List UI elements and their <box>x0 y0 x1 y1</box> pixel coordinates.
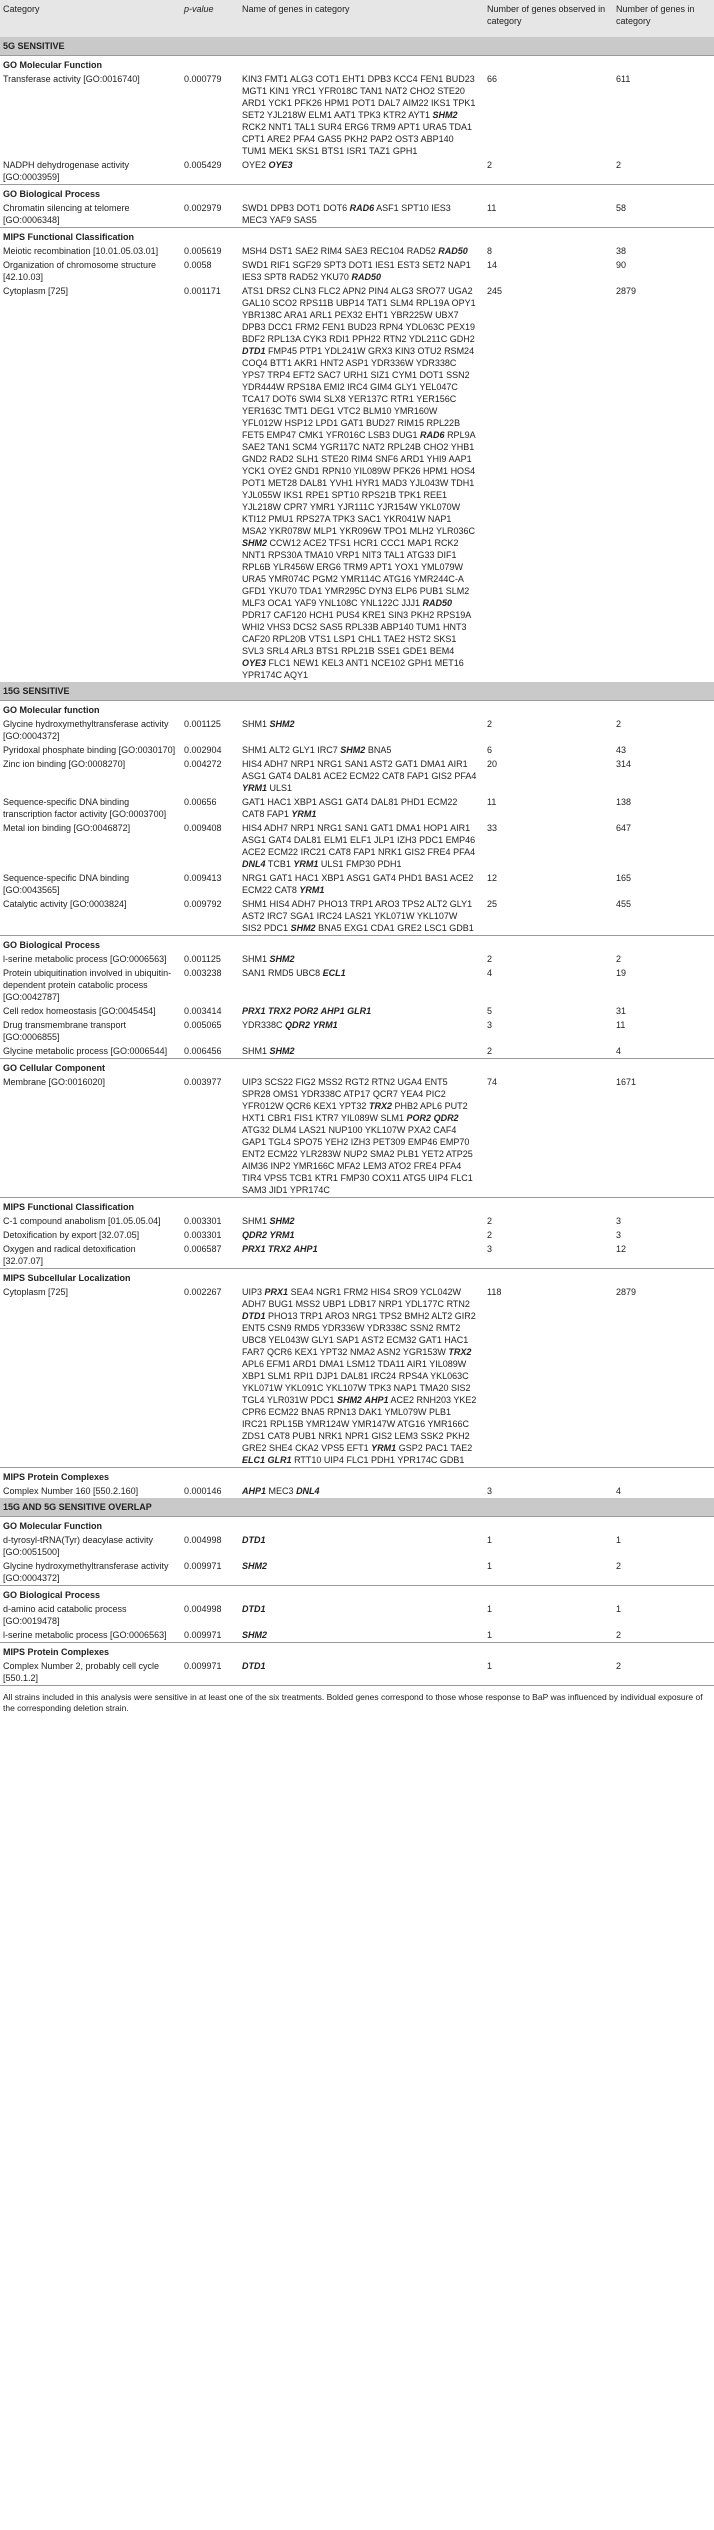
pvalue-cell: 0.004272 <box>184 759 222 769</box>
pvalue-cell: 0.00656 <box>184 797 217 807</box>
category-cell: Transferase activity [GO:0016740] <box>3 74 140 84</box>
footnote: All strains included in this analysis were sensitive in at least one of the six treatments. Bolded genes correspond to those whose response to BaP was influenced by individual exposure of the corresponding deletion strain. <box>0 1685 714 1720</box>
subsection-header-row <box>0 701 714 718</box>
highlighted-gene: YRM1 <box>291 809 317 819</box>
pvalue-cell: 0.001125 <box>184 954 221 964</box>
category-cell: Complex Number 2, probably cell cycle [550.1.2] <box>3 1661 160 1683</box>
section-header-row <box>0 1498 714 1517</box>
highlighted-gene: YRM1 <box>312 1020 338 1030</box>
table-row <box>0 1228 714 1242</box>
total-cell: 2 <box>616 1630 622 1640</box>
highlighted-gene: SHM2 <box>432 110 458 120</box>
highlighted-gene: DNL4 <box>296 1486 320 1496</box>
highlighted-gene: SHM2 <box>242 538 268 548</box>
highlighted-gene: YRM1 <box>299 885 325 895</box>
category-cell: l-serine metabolic process [GO:0006563] <box>3 1630 167 1640</box>
total-cell: 2 <box>616 1661 622 1671</box>
total-cell: 1671 <box>616 1077 637 1087</box>
genes-cell: HIS4 ADH7 NRP1 NRG1 SAN1 AST2 GAT1 DMA1 AIR1 ASG1 GAT4 DAL81 ACE2 ECM22 CAT8 FAP1 GIS2 PFA4 YRM1 ULS1 <box>242 759 477 793</box>
header-total: Number of genes in category <box>613 0 714 37</box>
subsection-title: MIPS Functional Classification <box>0 1198 714 1215</box>
highlighted-gene: PRX1 <box>242 1244 266 1254</box>
subsection-header-row <box>0 936 714 953</box>
table-row <box>0 72 714 158</box>
subsection-title: GO Molecular function <box>0 701 714 718</box>
highlighted-gene: POR2 <box>406 1113 432 1123</box>
total-cell: 58 <box>616 203 627 213</box>
table-row <box>0 201 714 228</box>
subsection-title: MIPS Functional Classification <box>0 228 714 245</box>
total-cell: 43 <box>616 745 627 755</box>
genes-cell: YDR338C QDR2 YRM1 <box>242 1020 338 1030</box>
header-row <box>0 0 714 37</box>
highlighted-gene: SHM2 <box>242 1630 268 1640</box>
total-cell: 11 <box>616 1020 626 1030</box>
highlighted-gene: YRM1 <box>371 1443 397 1453</box>
category-cell: Meiotic recombination [10.01.05.03.01] <box>3 246 159 256</box>
header-category: Category <box>0 0 181 37</box>
header-observed: Number of genes observed in category <box>484 0 613 37</box>
highlighted-gene: SHM2 <box>269 719 295 729</box>
highlighted-gene: DTD1 <box>242 1535 266 1545</box>
genes-cell: SAN1 RMD5 UBC8 ECL1 <box>242 968 346 978</box>
observed-cell: 14 <box>487 260 498 270</box>
highlighted-gene: AHP1 <box>320 1006 345 1016</box>
pvalue-cell: 0.0058 <box>184 260 212 270</box>
pvalue-cell: 0.000779 <box>184 74 222 84</box>
total-cell: 314 <box>616 759 632 769</box>
category-cell: C-1 compound anabolism [01.05.05.04] <box>3 1216 161 1226</box>
pvalue-cell: 0.003977 <box>184 1077 222 1087</box>
category-cell: Zinc ion binding [GO:0008270] <box>3 759 126 769</box>
highlighted-gene: YRM1 <box>269 1230 295 1240</box>
genes-cell: MSH4 DST1 SAE2 RIM4 SAE3 REC104 RAD52 RAD50 <box>242 246 468 256</box>
observed-cell: 245 <box>487 286 503 296</box>
category-cell: Complex Number 160 [550.2.160] <box>3 1486 139 1496</box>
observed-cell: 2 <box>487 160 493 170</box>
genes-cell <box>239 1628 484 1643</box>
total-cell: 4 <box>616 1486 622 1496</box>
observed-cell: 3 <box>487 1244 493 1254</box>
total-cell: 611 <box>616 74 631 84</box>
category-cell: Sequence-specific DNA binding transcription factor activity [GO:0003700] <box>3 797 167 819</box>
pvalue-cell: 0.003238 <box>184 968 222 978</box>
total-cell: 455 <box>616 899 632 909</box>
table-row <box>0 1004 714 1018</box>
highlighted-gene: AHP1 <box>364 1395 389 1405</box>
subsection-title: GO Cellular Component <box>0 1059 714 1076</box>
category-cell: Membrane [GO:0016020] <box>3 1077 106 1087</box>
highlighted-gene: QDR2 <box>433 1113 459 1123</box>
category-cell: Cytoplasm [725] <box>3 1287 69 1297</box>
observed-cell: 66 <box>487 74 498 84</box>
subsection-header-row <box>0 228 714 245</box>
genes-cell <box>239 1004 484 1018</box>
total-cell: 31 <box>616 1006 627 1016</box>
header-genes: Name of genes in category <box>239 0 484 37</box>
category-cell: Glycine hydroxymethyltransferase activity [GO:0004372] <box>3 1561 169 1583</box>
genes-cell <box>239 1602 484 1628</box>
table-row <box>0 1533 714 1559</box>
observed-cell: 2 <box>487 1216 493 1226</box>
table-row <box>0 1628 714 1643</box>
highlighted-gene: AHP1 <box>293 1244 318 1254</box>
highlighted-gene: SHM2 <box>290 923 316 933</box>
highlighted-gene: TRX2 <box>368 1101 392 1111</box>
subsection-title: MIPS Protein Complexes <box>0 1468 714 1485</box>
highlighted-gene: SHM2 <box>269 1046 295 1056</box>
observed-cell: 118 <box>487 1287 502 1297</box>
observed-cell: 33 <box>487 823 498 833</box>
genes-cell: SHM1 SHM2 <box>242 954 295 964</box>
total-cell: 165 <box>616 873 632 883</box>
highlighted-gene: OYE3 <box>242 658 267 668</box>
pvalue-cell: 0.003414 <box>184 1006 222 1016</box>
pvalue-cell: 0.009413 <box>184 873 222 883</box>
table-row <box>0 952 714 966</box>
pvalue-cell: 0.000146 <box>184 1486 222 1496</box>
total-cell: 12 <box>616 1244 627 1254</box>
section-title: 15G AND 5G SENSITIVE OVERLAP <box>0 1498 714 1517</box>
table-row <box>0 795 714 821</box>
subsection-header-row <box>0 185 714 202</box>
observed-cell: 25 <box>487 899 498 909</box>
highlighted-gene: TRX2 <box>448 1347 472 1357</box>
subsection-header-row <box>0 1643 714 1660</box>
observed-cell: 6 <box>487 745 493 755</box>
header-pvalue: p-value <box>181 0 239 37</box>
subsection-header-row <box>0 1198 714 1215</box>
subsection-title: MIPS Subcellular Localization <box>0 1269 714 1286</box>
table-row <box>0 1285 714 1468</box>
genes-cell: SHM1 ALT2 GLY1 IRC7 SHM2 BNA5 <box>242 745 392 755</box>
subsection-title: GO Biological Process <box>0 936 714 953</box>
category-cell: Drug transmembrane transport [GO:0006855] <box>3 1020 127 1042</box>
section-title: 5G SENSITIVE <box>0 37 714 56</box>
observed-cell: 2 <box>487 1046 493 1056</box>
highlighted-gene: POR2 <box>293 1006 319 1016</box>
genes-cell: NRG1 GAT1 HAC1 XBP1 ASG1 GAT4 PHD1 BAS1 ACE2 ECM22 CAT8 YRM1 <box>242 873 474 895</box>
pvalue-cell: 0.009971 <box>184 1630 222 1640</box>
subsection-title: MIPS Protein Complexes <box>0 1643 714 1660</box>
table-row <box>0 1075 714 1198</box>
genes-cell <box>239 1242 484 1269</box>
pvalue-cell: 0.009408 <box>184 823 222 833</box>
highlighted-gene: ELC1 <box>242 1455 266 1465</box>
highlighted-gene: QDR2 <box>285 1020 311 1030</box>
category-cell: Glycine hydroxymethyltransferase activity [GO:0004372] <box>3 719 169 741</box>
pvalue-cell: 0.009971 <box>184 1661 222 1671</box>
observed-cell: 12 <box>487 873 498 883</box>
total-cell: 2 <box>616 1561 622 1571</box>
subsection-header-row <box>0 1059 714 1076</box>
pvalue-cell: 0.002904 <box>184 745 222 755</box>
genes-cell: OYE2 OYE3 <box>242 160 293 170</box>
highlighted-gene: SHM2 <box>269 1216 295 1226</box>
genes-cell <box>239 1228 484 1242</box>
highlighted-gene: RAD50 <box>438 246 468 256</box>
genes-cell: KIN3 FMT1 ALG3 COT1 EHT1 DPB3 KCC4 FEN1 BUD23 MGT1 KIN1 YRC1 YFR018C TAN1 NAT2 CHO2 STE20 ARD1 YCK1 PFK26 HPM1 POT1 DAL7 AIM22 IKS1 TPK1 SET2 YJL218W ELM1 AAT1 TPK3 KTR2 AYT1 SHM2 RCK2 NNT1 TAL1 SUR4 ERG6 TRM9 APT1 URA5 TDA1 CPT1 ARE2 PFA4 GAS5 PKH2 PAP2 OST3 ABP140 TUM1 MEK1 SKS1 BTS1 ISR1 TAZ1 GPH1 <box>242 74 476 156</box>
highlighted-gene: SHM2 <box>269 954 295 964</box>
table-row <box>0 897 714 936</box>
pvalue-cell: 0.001125 <box>184 719 221 729</box>
highlighted-gene: GLR1 <box>267 1455 292 1465</box>
table-row <box>0 1242 714 1269</box>
section-header-row <box>0 682 714 701</box>
table-row <box>0 244 714 258</box>
category-cell: Chromatin silencing at telomere [GO:0006348] <box>3 203 130 225</box>
pvalue-cell: 0.003301 <box>184 1230 222 1240</box>
table-row <box>0 1018 714 1044</box>
observed-cell: 2 <box>487 954 493 964</box>
total-cell: 2879 <box>616 286 637 296</box>
genes-cell: SHM1 HIS4 ADH7 PHO13 TRP1 ARO3 TPS2 ALT2 GLY1 AST2 IRC7 SGA1 IRC24 LAS21 YKL071W YKL107W SIS2 PDC1 SHM2 BNA5 EXG1 CDA1 GRE2 LSC1 GDB1 <box>242 899 474 933</box>
category-cell: Metal ion binding [GO:0046872] <box>3 823 131 833</box>
highlighted-gene: YRM1 <box>293 859 319 869</box>
category-cell: d-tyrosyl-tRNA(Tyr) deacylase activity [GO:0051500] <box>3 1535 154 1557</box>
total-cell: 3 <box>616 1230 622 1240</box>
total-cell: 38 <box>616 246 627 256</box>
genes-cell: ATS1 DRS2 CLN3 FLC2 APN2 PIN4 ALG3 SRO77 UGA2 GAL10 SCO2 RPS11B UBP14 TAT1 SLM4 RPL19A OPY1 YBR138C ARA1 ARL1 PEX32 EHT1 YBR225W UBX7 DPB3 DCC1 FRM2 FEN1 BUD23 RPN4 YDL063C PEX19 BDF2 RPL13A CYK3 RDI1 PPH22 RTN2 YDL211C GDH2 DTD1 FMP45 PTP1 YDL241W GRX3 KIN3 OTU2 RSM24 COQ4 BTT1 AKR1 HNT2 ASP1 YDR336W YDR338C YPS7 TRP4 EFT2 SAC7 URH1 SIZ1 CYM1 DOT1 SSN2 YDR444W RPS18A EMI2 IRC4 GIM4 GLY1 YEL047C TCA17 DOT6 SWI4 SLX8 YER137C RTR1 YER156C YER163C TMT1 DEG1 VTC2 BLM10 YMR160W YFL012W HSP12 LPD1 GAT1 BUD27 RIM15 RPL22B FET5 EMP47 CMK1 YFR016C LSB3 DUG1 RAD6 RPL9A SAE2 TAN1 SCM4 YGR117C NAT2 RPL24B CHO2 YHB1 GND2 RAD2 SLH1 STE20 RIM4 SNF6 ARD1 YHI9 AAP1 YCK1 OYE2 GND1 RPN10 YIL089W PFK26 HPM1 HOS4 POT1 MET28 DAL81 YVH1 HYR1 MAD3 YJL043W TDH1 YJL055W IKS1 RPE1 SPT10 RPS21B TPK1 REE1 YJL218W CPR7 YMR1 YJR111C YJR154W YKL070W KTI12 PMU1 RPS27A TPK3 SAC1 YKR041W NAP1 MSA2 YKR078W MLP1 YKR096W TPO1 MLH2 YLR036C SHM2 CCW12 ACE2 TFS1 HCR1 CCC1 MAP1 RCK2 NNT1 RPS30A TMA10 VRP1 NIT3 TAL1 ATG33 DIF1 RPL6B YLR456W ERG6 TRM9 APT1 YOX1 YML079W URA5 YMR074C PGM2 YMR114C ATG16 YMR244C-A GFD1 YKU70 TDA1 YMR295C DYN3 ELP6 PUB1 SLM2 MLF3 OCA1 YAF9 YNL108C YNL122C JJJ1 RAD50 PDR17 CAF120 HCH1 PUS4 KRE1 SIN3 PKH2 RPS19A WHI2 VHS3 DCS2 SAS5 RPL33B ABP140 TUM1 HNT3 CAF20 RPL20B VTS1 LSP1 CHL1 TAE2 HST2 SKS1 SVL3 SRL4 ARL3 BTS1 RPL21B SSE1 GDE1 BEM4 OYE3 FLC1 NEW1 KEL3 ANT1 NCE102 GPH1 MET16 YPR174C AQY1 <box>242 286 476 680</box>
pvalue-cell: 0.005429 <box>184 160 222 170</box>
subsection-header-row <box>0 1468 714 1485</box>
highlighted-gene: SHM2 <box>340 745 366 755</box>
highlighted-gene: DTD1 <box>242 1311 266 1321</box>
highlighted-gene: PRX1 <box>264 1287 289 1297</box>
genes-cell: UIP3 SCS22 FIG2 MSS2 RGT2 RTN2 UGA4 ENT5 SPR28 OMS1 YDR338C ATP17 QCR7 YEA4 PIC2 YFR012W QCR6 KEX1 YPT32 TRX2 PHB2 APL6 PUT2 HXT1 CBR1 FIS1 KTR7 YIL089W SLM1 POR2 QDR2 ATG32 DLM4 LAS21 NUP100 YKL107W PXA2 CAF4 GAP1 TGL4 SPO75 YEH2 IZH3 PET309 EMP46 EMP70 ENT2 ECM22 YLR283W NUP2 SMA2 PLB1 YET2 ATP25 AIM36 INP2 YMR166C MFA2 LEM3 ATO2 FRE4 PFA4 TIR4 VPS5 TCB1 KTR1 FMP30 COX11 ATG5 UIP4 FLC1 SAM3 JID1 YPR174C <box>242 1077 473 1195</box>
subsection-header-row <box>0 1517 714 1534</box>
pvalue-cell: 0.009971 <box>184 1561 222 1571</box>
highlighted-gene: RAD6 <box>420 430 445 440</box>
subsection-header-row <box>0 56 714 73</box>
observed-cell: 2 <box>487 1230 493 1240</box>
table-row <box>0 258 714 284</box>
subsection-title: GO Molecular Function <box>0 56 714 73</box>
pvalue-cell: 0.002267 <box>184 1287 222 1297</box>
table-row <box>0 158 714 185</box>
pvalue-cell: 0.006456 <box>184 1046 222 1056</box>
total-cell: 2879 <box>616 1287 637 1297</box>
category-cell: Catalytic activity [GO:0003824] <box>3 899 127 909</box>
total-cell: 4 <box>616 1046 622 1056</box>
total-cell: 1 <box>616 1535 622 1545</box>
observed-cell: 5 <box>487 1006 493 1016</box>
highlighted-gene: SHM2 <box>242 1561 268 1571</box>
observed-cell: 1 <box>487 1561 493 1571</box>
observed-cell: 3 <box>487 1020 493 1030</box>
genes-cell: HIS4 ADH7 NRP1 NRG1 SAN1 GAT1 DMA1 HOP1 AIR1 ASG1 GAT4 DAL81 ELM1 ELF1 JLP1 IZH3 PDC1 EMP46 ACE2 ECM22 IRC21 CAT8 FAP1 NRK1 GIS2 FRE4 PFA4 DNL4 TCB1 YRM1 ULS1 FMP30 PDH1 <box>242 823 476 869</box>
observed-cell: 11 <box>487 203 497 213</box>
highlighted-gene: AHP1 <box>242 1486 267 1496</box>
observed-cell: 3 <box>487 1486 493 1496</box>
total-cell: 2 <box>616 954 622 964</box>
highlighted-gene: ECL1 <box>322 968 346 978</box>
genes-cell <box>239 1659 484 1685</box>
subsection-title: GO Biological Process <box>0 1586 714 1603</box>
category-cell: Sequence-specific DNA binding [GO:0043565] <box>3 873 130 895</box>
section-title: 15G SENSITIVE <box>0 682 714 701</box>
highlighted-gene: DTD1 <box>242 346 266 356</box>
observed-cell: 11 <box>487 797 497 807</box>
total-cell: 3 <box>616 1216 622 1226</box>
pvalue-cell: 0.002979 <box>184 203 222 213</box>
genes-cell: UIP3 PRX1 SEA4 NGR1 FRM2 HIS4 SRO9 YCL042W ADH7 BUG1 MSS2 UBP1 LDB17 NRP1 YDL177C RTN2 DTD1 PHO13 TRP1 ARO3 NRG1 TPS2 BMH2 ALT2 GIR2 ENT5 CSN9 RMD5 YDR336W YDR338C SSN2 RMT2 UBC8 YEL043W GLY1 SAP1 AST2 ECM32 GAT1 HAC1 FAR7 QCR6 KEX1 YPT32 NMA2 ASN2 YGR153W TRX2 APL6 EFM1 ARD1 DMA1 LSM12 TDA11 AIR1 YIL089W XBP1 SLM1 RPI1 DJP1 DAL81 IRC24 RPS4A YKL063C YKL071W YKL091C YKL107W TPK3 NAP1 TMA20 SIS2 TGL4 YLR031W PDC1 SHM2 AHP1 ACE2 RNH203 YKE2 CPR6 ECM22 BNA5 RPN13 DAK1 YML079W PLB1 IRC21 RPL15B YMR124W YMR147W ATG16 YMR166C ZDS1 CAT8 PUB1 NRK1 NPR1 GIS2 LEM3 SSK2 PKH2 GRE2 SHE4 CKA2 VPS5 EFT1 YRM1 GSP2 PAC1 TAE2 ELC1 GLR1 RTT10 UIP4 FLC1 PDH1 YPR174C GDB1 <box>242 1287 477 1465</box>
table-row <box>0 743 714 757</box>
subsection-header-row <box>0 1586 714 1603</box>
table-body <box>0 37 714 1685</box>
pvalue-cell: 0.003301 <box>184 1216 222 1226</box>
table-row <box>0 821 714 871</box>
total-cell: 647 <box>616 823 632 833</box>
highlighted-gene: YRM1 <box>242 783 268 793</box>
pvalue-cell: 0.005065 <box>184 1020 222 1030</box>
subsection-title: GO Molecular Function <box>0 1517 714 1534</box>
highlighted-gene: SHM2 <box>336 1395 362 1405</box>
highlighted-gene: RAD6 <box>349 203 375 213</box>
table-row <box>0 1659 714 1685</box>
pvalue-cell: 0.005619 <box>184 246 222 256</box>
section-header-row <box>0 37 714 56</box>
highlighted-gene: TRX2 <box>268 1006 292 1016</box>
highlighted-gene: TRX2 <box>268 1244 292 1254</box>
genes-cell: GAT1 HAC1 XBP1 ASG1 GAT4 DAL81 PHD1 ECM22 CAT8 FAP1 YRM1 <box>242 797 458 819</box>
total-cell: 19 <box>616 968 627 978</box>
highlighted-gene: GLR1 <box>347 1006 372 1016</box>
table-row <box>0 1559 714 1586</box>
subsection-header-row <box>0 1269 714 1286</box>
table-row <box>0 757 714 795</box>
observed-cell: 8 <box>487 246 493 256</box>
table-row <box>0 717 714 743</box>
pvalue-cell: 0.006587 <box>184 1244 222 1254</box>
observed-cell: 1 <box>487 1630 493 1640</box>
total-cell: 2 <box>616 160 622 170</box>
genes-cell: SWD1 DPB3 DOT1 DOT6 RAD6 ASF1 SPT10 IES3 MEC3 YAF9 SAS5 <box>242 203 451 225</box>
category-cell: NADPH dehydrogenase activity [GO:0003959] <box>3 160 130 182</box>
genes-cell: SWD1 RIF1 SGF29 SPT3 DOT1 IES1 EST3 SET2 NAP1 IES3 SPT8 RAD52 YKU70 RAD50 <box>242 260 471 282</box>
category-cell: Pyridoxal phosphate binding [GO:0030170] <box>3 745 176 755</box>
subsection-title: GO Biological Process <box>0 185 714 202</box>
total-cell: 90 <box>616 260 627 270</box>
genes-cell: SHM1 SHM2 <box>242 1216 295 1226</box>
genes-cell <box>239 1533 484 1559</box>
observed-cell: 20 <box>487 759 498 769</box>
category-cell: Organization of chromosome structure [42.10.03] <box>3 260 157 282</box>
highlighted-gene: QDR2 <box>242 1230 268 1240</box>
table-row <box>0 966 714 1004</box>
category-cell: Protein ubiquitination involved in ubiquitin-dependent protein catabolic process [GO:0042787] <box>3 968 172 1002</box>
observed-cell: 1 <box>487 1535 493 1545</box>
pvalue-cell: 0.004998 <box>184 1604 222 1614</box>
highlighted-gene: OYE3 <box>268 160 293 170</box>
table-row <box>0 1044 714 1059</box>
category-cell: l-serine metabolic process [GO:0006563] <box>3 954 167 964</box>
pvalue-cell: 0.009792 <box>184 899 222 909</box>
genes-cell: AHP1 MEC3 DNL4 <box>242 1486 320 1496</box>
category-cell: Oxygen and radical detoxification [32.07.07] <box>3 1244 136 1266</box>
table-row <box>0 284 714 682</box>
table-row <box>0 1214 714 1228</box>
table-row <box>0 871 714 897</box>
observed-cell: 2 <box>487 719 493 729</box>
category-cell: Cell redox homeostasis [GO:0045454] <box>3 1006 156 1016</box>
total-cell: 138 <box>616 797 632 807</box>
highlighted-gene: RAD50 <box>422 598 453 608</box>
table-row <box>0 1602 714 1628</box>
genes-cell <box>239 1559 484 1586</box>
highlighted-gene: PRX1 <box>242 1006 266 1016</box>
highlighted-gene: DNL4 <box>242 859 266 869</box>
category-cell: d-amino acid catabolic process [GO:0019478] <box>3 1604 127 1626</box>
observed-cell: 74 <box>487 1077 498 1087</box>
table-row <box>0 1484 714 1498</box>
highlighted-gene: RAD50 <box>351 272 381 282</box>
pvalue-cell: 0.001171 <box>184 286 221 296</box>
highlighted-gene: DTD1 <box>242 1661 266 1671</box>
category-cell: Detoxification by export [32.07.05] <box>3 1230 140 1240</box>
category-cell: Cytoplasm [725] <box>3 286 69 296</box>
total-cell: 1 <box>616 1604 622 1614</box>
observed-cell: 1 <box>487 1604 493 1614</box>
highlighted-gene: DTD1 <box>242 1604 266 1614</box>
observed-cell: 4 <box>487 968 493 978</box>
observed-cell: 1 <box>487 1661 493 1671</box>
total-cell: 2 <box>616 719 622 729</box>
pvalue-cell: 0.004998 <box>184 1535 222 1545</box>
genes-cell: SHM1 SHM2 <box>242 719 295 729</box>
genes-cell: SHM1 SHM2 <box>242 1046 295 1056</box>
category-cell: Glycine metabolic process [GO:0006544] <box>3 1046 168 1056</box>
